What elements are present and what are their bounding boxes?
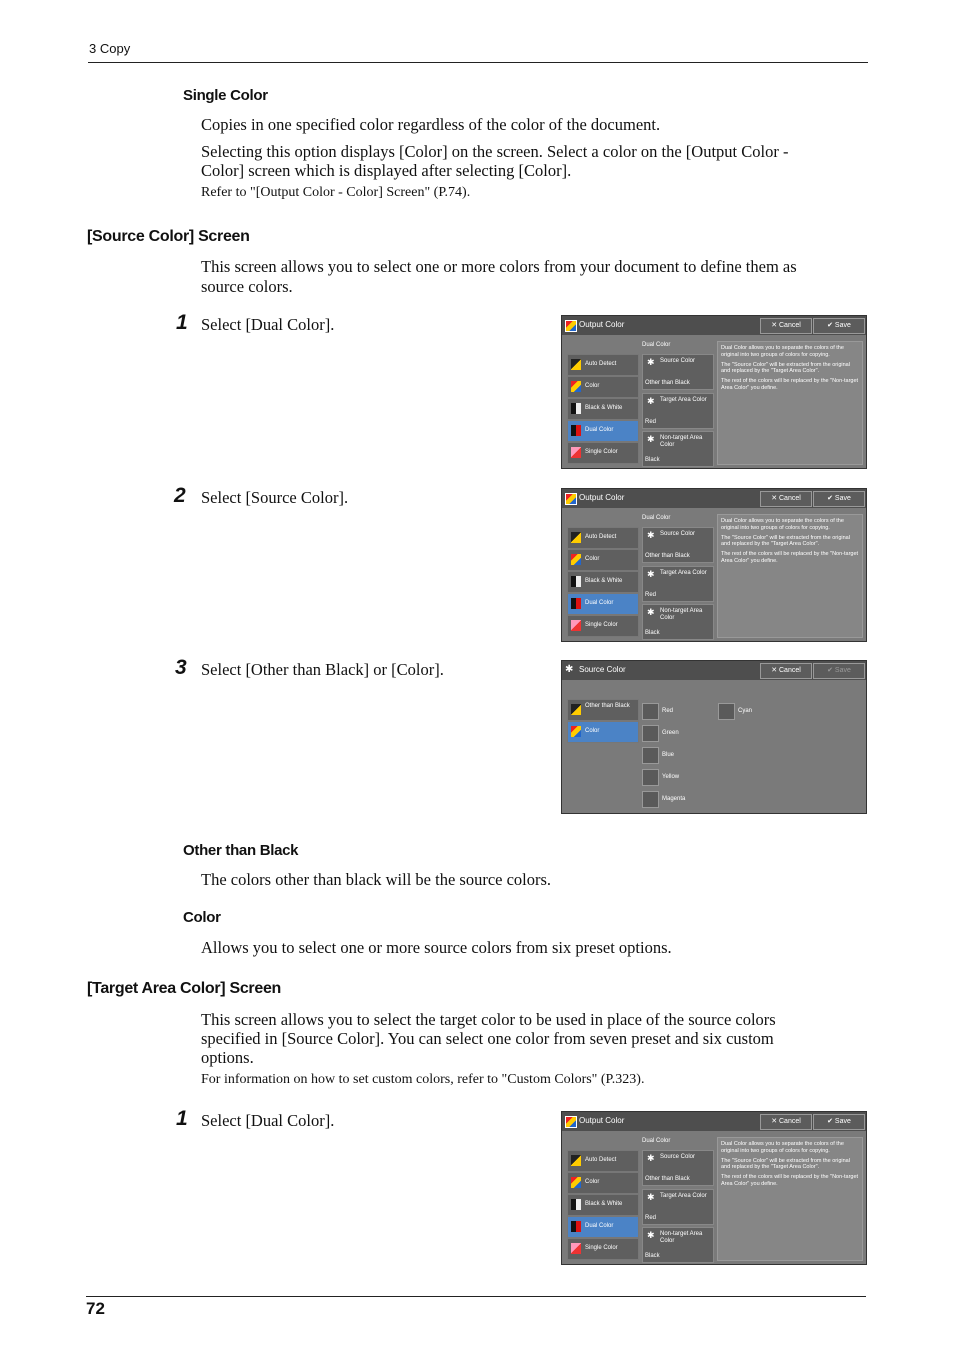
option-color[interactable]: Color [567, 721, 639, 743]
sidebar-item-auto-detect[interactable]: Auto Detect [567, 354, 639, 376]
other-than-black-text: The colors other than black will be the source colors. [201, 870, 552, 889]
save-button[interactable]: ✔ Save [813, 491, 865, 507]
gear-icon: ✱ [647, 1153, 655, 1163]
target-area-color-button[interactable]: ✱ Target Area Color Red [642, 393, 714, 429]
sidebar-item-black-white[interactable]: Black & White [567, 398, 639, 420]
sidebar-item-black-white[interactable]: Black & White [567, 1194, 639, 1216]
screen-title: Output Color [579, 1116, 625, 1125]
screen-title: Source Color [579, 665, 626, 674]
sidebar-item-dual-color[interactable]: Dual Color [567, 593, 639, 615]
cancel-button[interactable]: ✕ Cancel [760, 1114, 812, 1130]
sidebar-item-black-white[interactable]: Black & White [567, 571, 639, 593]
color-text: Allows you to select one or more source colors from six preset options. [201, 938, 672, 957]
yellow-checkbox[interactable] [642, 769, 659, 786]
black-white-icon [571, 1199, 581, 1210]
save-button[interactable]: ✔ Save [813, 663, 865, 679]
cyan-checkbox[interactable] [718, 703, 735, 720]
description-panel: Dual Color allows you to separate the colors of the original into two groups of colors for copying. The "Source Color" will be extracted from the original and replaced by the "Target Area Color". The rest of the colors will be replaced by the "Non-target Area Color" you define. [717, 514, 863, 638]
sidebar-item-auto-detect[interactable]: Auto Detect [567, 1150, 639, 1172]
single-color-ref[interactable]: Refer to "[Output Color - Color] Screen" (P.74). [201, 185, 471, 200]
screen-title: Output Color [579, 320, 625, 329]
blue-label: Blue [662, 752, 675, 758]
sidebar-item-color[interactable]: Color [567, 376, 639, 398]
single-color-p2-line2: Color] screen which is displayed after selecting [Color]. [201, 161, 572, 180]
color-icon [571, 726, 581, 737]
red-checkbox[interactable] [642, 703, 659, 720]
color-heading: Color [183, 909, 221, 926]
auto-detect-icon [571, 532, 581, 543]
single-color-p1: Copies in one specified color regardless of the color of the document. [201, 115, 661, 134]
sidebar-item-color[interactable]: Color [567, 549, 639, 571]
target-area-p-line3: options. [201, 1048, 254, 1067]
single-color-icon [571, 1243, 581, 1254]
non-target-area-color-button[interactable]: ✱ Non-target Area Color Black [642, 604, 714, 640]
magenta-label: Magenta [662, 796, 686, 802]
dual-color-icon [571, 1221, 581, 1232]
color-icon [571, 1177, 581, 1188]
step-text: Select [Source Color]. [201, 488, 349, 507]
output-color-screenshot [561, 315, 867, 469]
output-color-icon [565, 493, 577, 505]
non-target-area-color-button[interactable]: ✱ Non-target Area Color Black [642, 431, 714, 467]
sidebar-item-color[interactable]: Color [567, 1172, 639, 1194]
black-white-icon [571, 403, 581, 414]
step-number: 2 [174, 484, 186, 507]
chapter-header: 3 Copy [89, 41, 131, 56]
description-panel: Dual Color allows you to separate the colors of the original into two groups of colors for copying. The "Source Color" will be extracted from the original and replaced by the "Target Area Color". The rest of the colors will be replaced by the "Non-target Area Color" you define. [717, 341, 863, 465]
single-color-heading: Single Color [183, 87, 268, 104]
source-color-button[interactable]: ✱ Source Color Other than Black [642, 527, 714, 563]
gear-icon: ✱ [647, 530, 655, 540]
sidebar-item-dual-color[interactable]: Dual Color [567, 1216, 639, 1238]
custom-colors-ref[interactable]: For information on how to set custom colors, refer to "Custom Colors" (P.323). [201, 1072, 645, 1087]
description-panel: Dual Color allows you to separate the colors of the original into two groups of colors for copying. The "Source Color" will be extracted from the original and replaced by the "Target Area Color". The rest of the colors will be replaced by the "Non-target Area Color" you define. [717, 1137, 863, 1261]
option-other-than-black[interactable]: Other than Black [567, 699, 639, 721]
other-than-black-icon [571, 704, 581, 715]
step-text: Select [Dual Color]. [201, 1111, 335, 1130]
green-checkbox[interactable] [642, 725, 659, 742]
red-label: Red [662, 708, 674, 714]
magenta-checkbox[interactable] [642, 791, 659, 808]
sidebar-item-auto-detect[interactable]: Auto Detect [567, 527, 639, 549]
auto-detect-icon [571, 1155, 581, 1166]
auto-detect-icon [571, 359, 581, 370]
dual-color-icon [571, 598, 581, 609]
step-text: Select [Other than Black] or [Color]. [201, 660, 444, 679]
blue-checkbox[interactable] [642, 747, 659, 764]
footer-rule [86, 1296, 866, 1297]
single-color-icon [571, 620, 581, 631]
gear-icon: ✱ [647, 569, 655, 579]
black-white-icon [571, 576, 581, 587]
color-icon [571, 381, 581, 392]
step-number: 3 [175, 656, 187, 679]
source-color-p-line1: This screen allows you to select one or more colors from your document to define them as [201, 257, 797, 276]
sidebar-item-single-color[interactable]: Single Color [567, 1238, 639, 1260]
cancel-button[interactable]: ✕ Cancel [760, 663, 812, 679]
target-area-heading: [Target Area Color] Screen [87, 980, 282, 997]
single-color-p2-line1: Selecting this option displays [Color] on the screen. Select a color on the [Output Color - [201, 142, 789, 161]
source-color-p-line2: source colors. [201, 277, 293, 296]
yellow-label: Yellow [662, 774, 680, 780]
source-color-button[interactable]: ✱ Source Color Other than Black [642, 1150, 714, 1186]
gear-icon: ✱ [647, 607, 655, 617]
sidebar-item-single-color[interactable]: Single Color [567, 442, 639, 464]
gear-icon: ✱ [647, 357, 655, 367]
single-color-icon [571, 447, 581, 458]
sidebar-item-dual-color[interactable]: Dual Color [567, 420, 639, 442]
dual-color-label: Dual Color [642, 515, 671, 521]
target-area-p-line2: specified in [Source Color]. You can select one color from seven preset and six custom [201, 1029, 774, 1048]
sidebar-item-single-color[interactable]: Single Color [567, 615, 639, 637]
step-number: 1 [176, 311, 188, 334]
cancel-button[interactable]: ✕ Cancel [760, 318, 812, 334]
dual-color-label: Dual Color [642, 1138, 671, 1144]
gear-icon: ✱ [647, 434, 655, 444]
target-area-color-button[interactable]: ✱ Target Area Color Red [642, 1189, 714, 1225]
header-rule [88, 62, 868, 63]
output-color-screenshot [561, 1111, 867, 1265]
output-color-screenshot [561, 488, 867, 642]
gear-icon: ✱ [565, 664, 574, 675]
gear-icon: ✱ [647, 396, 655, 406]
save-button[interactable]: ✔ Save [813, 318, 865, 334]
output-color-icon [565, 320, 577, 332]
target-area-p-line1: This screen allows you to select the target color to be used in place of the source colors [201, 1010, 776, 1029]
source-color-heading: [Source Color] Screen [87, 228, 250, 245]
step-text: Select [Dual Color]. [201, 315, 335, 334]
output-color-icon [565, 1116, 577, 1128]
color-icon [571, 554, 581, 565]
source-color-screenshot [561, 660, 867, 814]
source-color-button[interactable]: ✱ Source Color Other than Black [642, 354, 714, 390]
page-number: 72 [86, 1299, 105, 1318]
step-number: 1 [176, 1107, 188, 1130]
cancel-button[interactable]: ✕ Cancel [760, 491, 812, 507]
gear-icon: ✱ [647, 1192, 655, 1202]
cyan-label: Cyan [738, 708, 753, 714]
gear-icon: ✱ [647, 1230, 655, 1240]
target-area-color-button[interactable]: ✱ Target Area Color Red [642, 566, 714, 602]
non-target-area-color-button[interactable]: ✱ Non-target Area Color Black [642, 1227, 714, 1263]
screen-title: Output Color [579, 493, 625, 502]
save-button[interactable]: ✔ Save [813, 1114, 865, 1130]
other-than-black-heading: Other than Black [183, 842, 299, 859]
dual-color-icon [571, 425, 581, 436]
dual-color-label: Dual Color [642, 342, 671, 348]
green-label: Green [662, 730, 679, 736]
